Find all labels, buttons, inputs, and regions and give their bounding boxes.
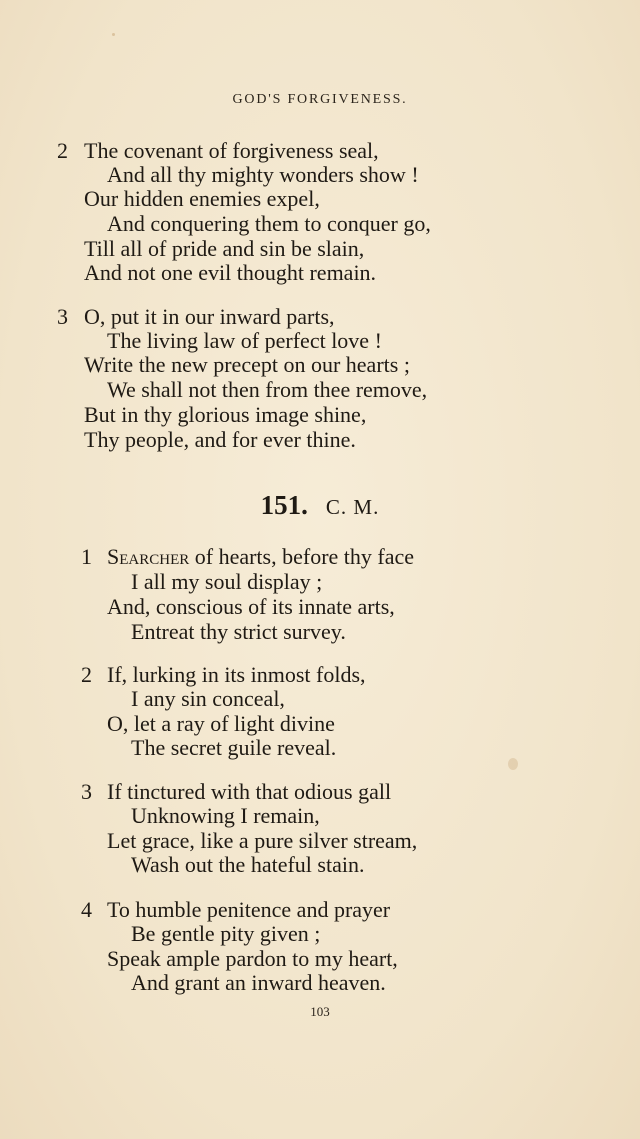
verse-line: Entreat thy strict survey. xyxy=(131,619,346,644)
verse-line: And all thy mighty wonders show ! xyxy=(107,162,419,187)
verse-line: And not one evil thought remain. xyxy=(84,260,377,285)
stanza-number: 3 xyxy=(81,779,92,804)
running-header: GOD'S FORGIVENESS. xyxy=(232,92,408,107)
verse-line: O, let a ray of light divine xyxy=(107,711,335,736)
verse-line: If tinctured with that odious gall xyxy=(107,779,392,804)
stanza-number: 3 xyxy=(57,304,68,329)
stanza-number: 4 xyxy=(81,897,92,922)
paper-speck xyxy=(112,33,115,36)
verse-line: Let grace, like a pure silver stream, xyxy=(107,828,418,853)
verse-line: I any sin conceal, xyxy=(131,686,285,711)
verse-line: To humble penitence and prayer xyxy=(107,897,391,922)
stanza-number: 1 xyxy=(81,544,92,569)
verse-line: If, lurking in its inmost folds, xyxy=(107,662,366,687)
verse-line: And, conscious of its innate arts, xyxy=(107,594,395,619)
stanza-number: 2 xyxy=(81,662,92,687)
verse-line: The secret guile reveal. xyxy=(131,735,337,760)
first-word: Searcher xyxy=(107,544,190,569)
paper-speck xyxy=(508,758,518,770)
verse-line: Speak ample pardon to my heart, xyxy=(107,946,398,971)
verse-line: Thy people, and for ever thine. xyxy=(84,427,356,452)
verse-line: Write the new precept on our hearts ; xyxy=(84,352,410,377)
verse-line: And conquering them to conquer go, xyxy=(107,211,431,236)
verse-line: Be gentle pity given ; xyxy=(131,921,321,946)
verse-line: O, put it in our inward parts, xyxy=(84,304,335,329)
hymn-heading xyxy=(0,490,640,521)
verse-line: Till all of pride and sin be slain, xyxy=(84,236,365,261)
verse-line: Unknowing I remain, xyxy=(131,803,320,828)
hymn-number: 151. xyxy=(260,490,308,520)
verse-line: But in thy glorious image shine, xyxy=(84,402,367,427)
verse-line-first xyxy=(107,545,414,569)
verse-line: I all my soul display ; xyxy=(131,569,323,594)
verse-line: Our hidden enemies expel, xyxy=(84,186,320,211)
hymn-meter: C. M. xyxy=(325,495,380,519)
verse-line: The living law of perfect love ! xyxy=(107,328,382,353)
stanza-number: 2 xyxy=(57,138,68,163)
verse-line: And grant an inward heaven. xyxy=(131,970,386,995)
first-line-rest: of hearts, before thy face xyxy=(189,544,415,569)
verse-line: We shall not then from thee remove, xyxy=(107,377,428,402)
verse-line: The covenant of forgiveness seal, xyxy=(84,138,379,163)
verse-line: Wash out the hateful stain. xyxy=(131,852,365,877)
page-number: 103 xyxy=(310,1004,330,1019)
